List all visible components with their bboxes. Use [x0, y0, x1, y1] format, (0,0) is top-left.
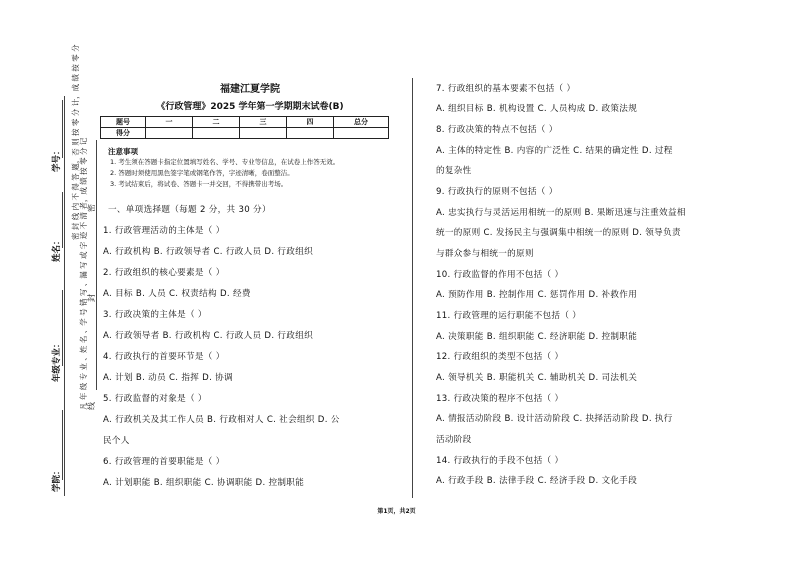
exam-notes — [110, 146, 339, 190]
question-line: 1. 行政管理活动的主体是（ ） — [103, 226, 225, 236]
binding-line-left — [64, 96, 65, 496]
question-line: 3. 行政决策的主体是（ ） — [103, 310, 207, 320]
question-line: 统一的原则 C. 发扬民主与强调集中相统一的原则 D. 领导负责 — [436, 228, 681, 238]
table-cell: 二 — [193, 117, 240, 128]
question-line: 10. 行政监督的作用不包括（ ） — [436, 270, 564, 280]
question-line: A. 行政机关及其工作人员 B. 行政相对人 C. 社会组织 D. 公 — [103, 415, 340, 425]
name-label: 姓名： — [52, 236, 62, 262]
binding-rule-2: 凡 年 级 专 业 、姓 名 、学 号 错 写 、漏 写 或 字 迹 不 清 者，成 绩 按 零 分 记 — [79, 137, 88, 410]
table-cell — [240, 128, 287, 139]
grade-major-label: 年级专业： — [52, 339, 62, 382]
binding-seal-3: 线 — [87, 402, 96, 410]
table-cell: 三 — [240, 117, 287, 128]
binding-line-right — [96, 140, 97, 390]
school-name: 福建江夏学院 — [220, 84, 280, 95]
question-line: A. 目标 B. 人员 C. 权责结构 D. 经费 — [103, 289, 251, 299]
note-item: 1. 考生须在答题卡指定位置填写姓名、学号、专业等信息，在试卷上作答无效。 — [110, 158, 340, 166]
question-line: A. 预防作用 B. 控制作用 C. 惩罚作用 D. 补救作用 — [436, 290, 638, 300]
question-line: 7. 行政组织的基本要素不包括（ ） — [436, 84, 576, 94]
table-cell — [334, 128, 389, 139]
college-underline — [62, 410, 63, 480]
question-line: A. 行政手段 B. 法律手段 C. 经济手段 D. 文化手段 — [436, 476, 638, 486]
binding-rule-1: 密 封 线 内 不 得 答 题，否 则 按 零 分 计，成 绩 按 零 分 — [71, 44, 80, 240]
score-table-row — [101, 117, 389, 128]
page-number: 第1页，共2页 — [377, 508, 416, 515]
question-line: A. 计划职能 B. 组织职能 C. 协调职能 D. 控制职能 — [103, 478, 305, 488]
question-line: 的复杂性 — [436, 166, 472, 176]
question-line: 2. 行政组织的核心要素是（ ） — [103, 268, 225, 278]
question-line: A. 忠实执行与灵活运用相统一的原则 B. 果断迅速与注重效益相 — [436, 208, 686, 218]
table-cell: 题号 — [101, 117, 146, 128]
question-line: 民个人 — [103, 436, 130, 446]
question-line: A. 情报活动阶段 B. 设计活动阶段 C. 抉择活动阶段 D. 执行 — [436, 414, 673, 424]
table-cell — [287, 128, 334, 139]
binding-seal-1: 密 — [87, 204, 96, 212]
note-item: 2. 答题时须使用黑色签字笔或钢笔作答，字迹清晰，卷面整洁。 — [110, 169, 294, 177]
notes-heading: 注意事项 — [108, 147, 138, 156]
section-heading: 一、单项选择题（每题 2 分，共 30 分） — [108, 205, 271, 215]
question-line: 4. 行政执行的首要环节是（ ） — [103, 352, 225, 362]
column-divider — [412, 78, 413, 498]
grade-major-underline — [62, 290, 63, 366]
table-cell: 一 — [146, 117, 193, 128]
table-cell: 得分 — [101, 128, 146, 139]
note-item: 3. 考试结束后，将试卷、答题卡一并交回，不得携带出考场。 — [110, 180, 288, 188]
table-cell — [146, 128, 193, 139]
exam-title: 《行政管理》2025 学年第一学期期末试卷(B) — [156, 102, 344, 112]
binding-seal-2: 封 — [87, 294, 96, 302]
table-cell: 总分 — [334, 117, 389, 128]
question-line: 6. 行政管理的首要职能是（ ） — [103, 457, 225, 467]
question-line: 9. 行政执行的原则不包括（ ） — [436, 187, 558, 197]
question-line: 与群众参与相统一的原则 — [436, 249, 534, 259]
question-line: 13. 行政决策的程序不包括（ ） — [436, 394, 564, 404]
student-id-label: 学号： — [52, 146, 62, 172]
question-line: A. 行政机构 B. 行政领导者 C. 行政人员 D. 行政组织 — [103, 247, 313, 257]
question-line: 5. 行政监督的对象是（ ） — [103, 394, 207, 404]
table-cell — [193, 128, 240, 139]
question-line: A. 行政领导者 B. 行政机构 C. 行政人员 D. 行政组织 — [103, 331, 313, 341]
score-table-row — [101, 128, 389, 139]
question-line: A. 组织目标 B. 机构设置 C. 人员构成 D. 政策法规 — [436, 104, 638, 114]
question-line: 活动阶段 — [436, 435, 472, 445]
question-line: A. 领导机关 B. 职能机关 C. 辅助机关 D. 司法机关 — [436, 373, 638, 383]
question-line: 11. 行政管理的运行职能不包括（ ） — [436, 311, 582, 321]
table-cell: 四 — [287, 117, 334, 128]
question-line: 8. 行政决策的特点不包括（ ） — [436, 125, 558, 135]
question-line: 12. 行政组织的类型不包括（ ） — [436, 352, 564, 362]
college-label: 学院： — [52, 466, 62, 492]
student-id-underline — [62, 100, 63, 158]
question-line: A. 主体的特定性 B. 内容的广泛性 C. 结果的确定性 D. 过程 — [436, 146, 673, 156]
question-line: A. 计划 B. 动员 C. 指挥 D. 协调 — [103, 373, 233, 383]
name-underline — [62, 192, 63, 248]
score-table — [100, 116, 389, 139]
question-line: A. 决策职能 B. 组织职能 C. 经济职能 D. 控制职能 — [436, 332, 638, 342]
question-line: 14. 行政执行的手段不包括（ ） — [436, 456, 564, 466]
